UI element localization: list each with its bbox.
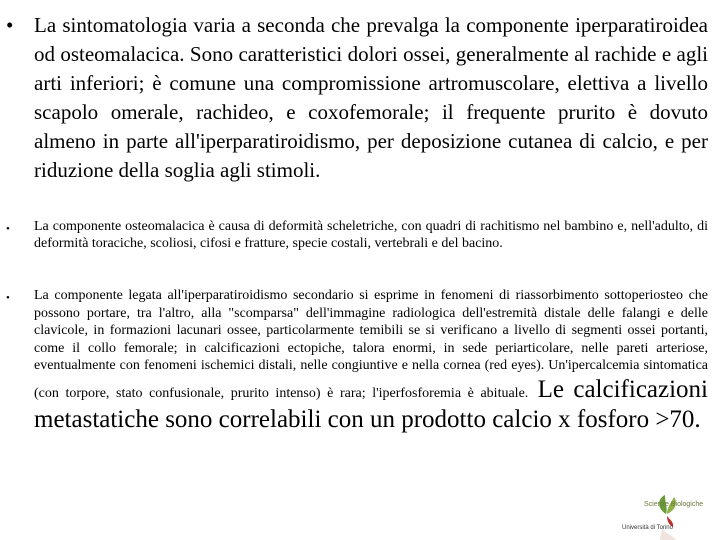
bullet-marker: •: [6, 13, 14, 37]
bullet-text-calcification-note: Le calcificazioni metastatiche sono correlabili con un prodotto calcio x fosforo >70.: [34, 375, 708, 433]
university-logo: [618, 494, 718, 540]
logo-institution: Università di Torino: [622, 525, 673, 531]
bullet-text-hyperparathyroidism: La componente legata all'iperparatiroidismo secondario si esprime in fenomeni di riassorbimento sottoperiosteo che possono portare, tra l'altro, alla "scomparsa" dell'immagine radiologica dell'estremità distale delle falangi e delle clavicole, in formazioni lacunari ossee, particolarmente temibili se si verificano a livello di segmenti ossei portanti, come il collo femorale; in calcificazioni ectopiche, talora enormi, in sede periarticolare, nelle pareti arteriose, eventualmente con fenomeni ischemici distali, nelle congiuntive e nella cornea (red eyes). Un'ipercalcemia sintomatica (con torpore, stato confusionale, prurito intenso) è rara; l'iperfosforemia è abituale.: [34, 288, 708, 401]
bullet-text-symptoms: La sintomatologia varia a seconda che prevalga la componente iperparatiroidea od osteomalacica. Sono caratteristici dolori ossei, generalmente al rachide e agli arti inferiori; è comune una compromissione artromuscolare, elettiva a livello scapolo omerale, rachideo, e coxofemorale; il frequente prurito è dovuto almeno in parte all'iperparatiroidismo, per deposizione cutanea di calcio, e per riduzione della soglia agli stimoli.: [34, 13, 708, 182]
bullet-marker: •: [6, 223, 10, 235]
logo-label: Scienze Biologiche: [644, 501, 704, 508]
bullet-marker: •: [6, 292, 10, 304]
bullet-text-osteomalacia: La componente osteomalacica è causa di deformità scheletriche, con quadri di rachitismo nel bambino e, nell'adulto, di deformità toraciche, scoliosi, cifosi e fratture, specie costali, vertebrali e del bacino.: [34, 219, 708, 251]
bullet-paragraph-hyperparathyroidism: [34, 287, 708, 435]
